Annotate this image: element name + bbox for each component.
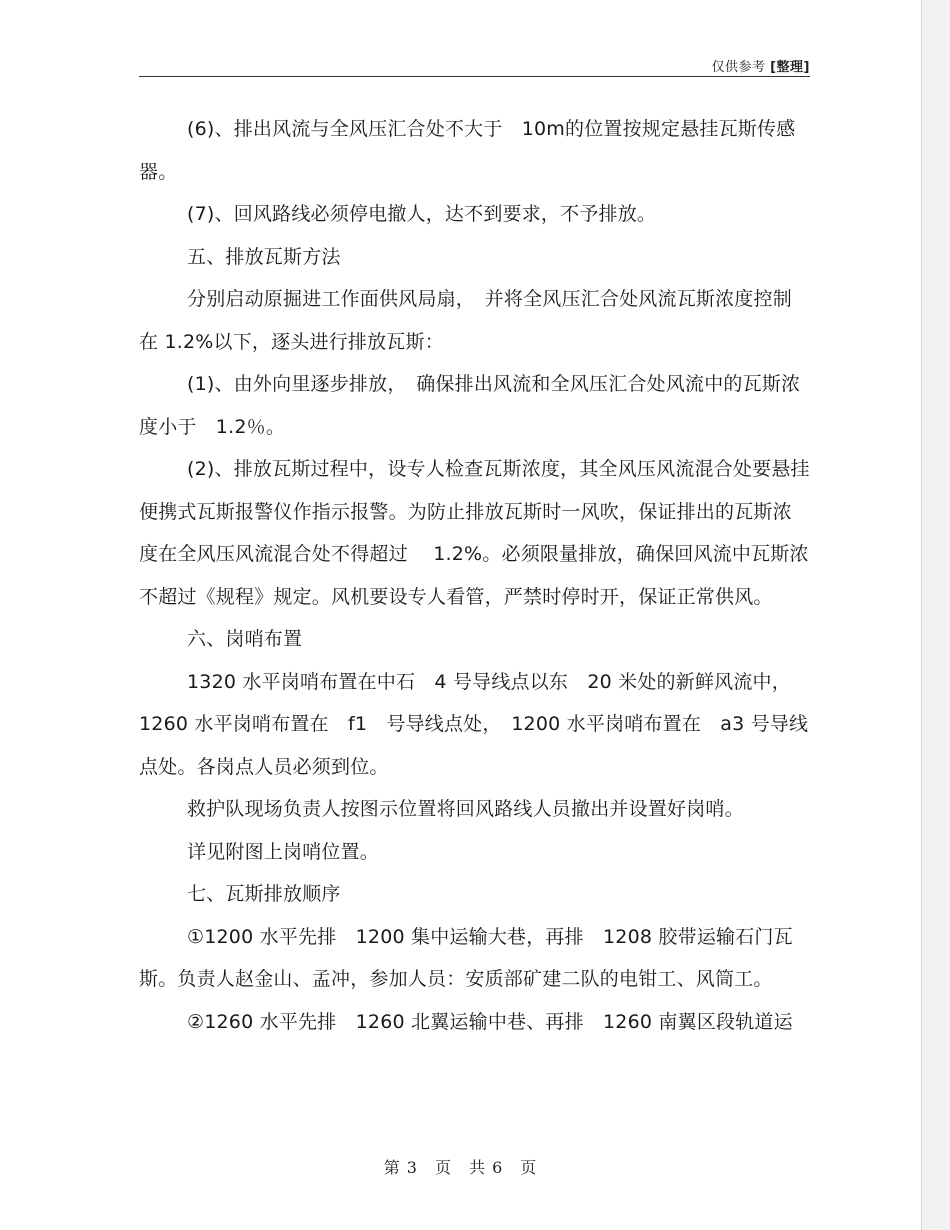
section-heading: 七、瓦斯排放顺序 [187, 883, 341, 905]
header-rule [139, 76, 810, 77]
paragraph: ②1260 水平先排 1260 北翼运输中巷、再排 1260 南翼区段轨道运 [187, 1010, 793, 1033]
paragraph: (6)、排出风流与全风压汇合处不大于 10m的位置按规定悬挂瓦斯传感器。 [139, 118, 796, 183]
paragraph: 救护队现场负责人按图示位置将回风路线人员撤出并设置好岗哨。 [187, 798, 744, 820]
section-heading: 六、岗哨布置 [187, 628, 303, 650]
paragraph: 1320 水平岗哨布置在中石 4 号导线点以东 20 米处的新鲜风流中，1260 水平岗哨布置在 f1 号导线点处， 1200 水平岗哨布置在 a3 号导线点处。各岗点人员必须到位。 [139, 670, 809, 778]
paragraph: ①1200 水平先排 1200 集中运输大巷，再排 1208 胶带运输石门瓦斯。负责人赵金山、孟冲，参加人员：安质部矿建二队的电钳工、风筒工。 [139, 925, 793, 990]
page-footer: 第 3 页 共 6 页 [383, 1158, 538, 1177]
page-edge [921, 0, 950, 1230]
header-label: 仅供参考 [711, 60, 766, 75]
paragraph: (7)、回风路线必须停电撤人，达不到要求，不予排放。 [187, 203, 657, 225]
paragraph: 详见附图上岗哨位置。 [187, 840, 380, 863]
paragraph: 分别启动原掘进工作面供风局扇， 并将全风压汇合处风流瓦斯浓度控制在 1.2%以下，逐头进行排放瓦斯： [139, 288, 792, 353]
section-heading: 五、排放瓦斯方法 [187, 245, 341, 268]
header-tag: [整理] [770, 60, 810, 75]
page-header [711, 56, 810, 75]
paragraph: (1)、由外向里逐步排放， 确保排出风流和全风压汇合处风流中的瓦斯浓度小于 1.2％。 [139, 373, 801, 438]
document-body [139, 108, 810, 1043]
paragraph: (2)、排放瓦斯过程中，设专人检查瓦斯浓度，其全风压风流混合处要悬挂便携式瓦斯报警仪作指示报警。为防止排放瓦斯时一风吹，保证排出的瓦斯浓度在全风压风流混合处不得超过 1.2%。必须限量排放，确保回风流中瓦斯浓不超过《规程》规定。风机要设专人看管，严禁时停时开，保证正常供风。 [139, 458, 810, 608]
